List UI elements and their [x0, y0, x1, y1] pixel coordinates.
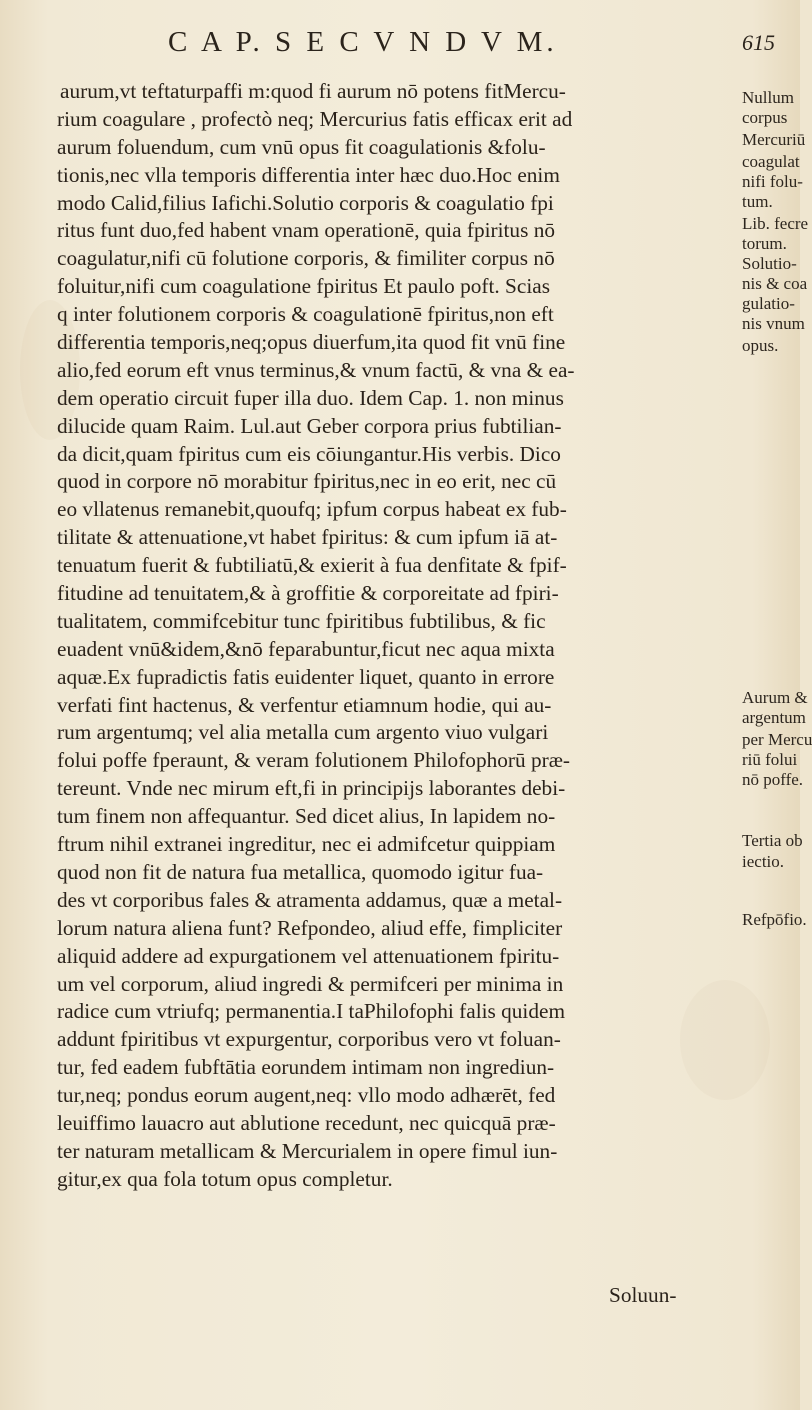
text-line: modo Calid,filius Iafichi.Solutio corporis & coagulatio fpi: [57, 190, 554, 215]
text-line: fitudine ad tenuitatem,& à groffitie & corporeitate ad fpiri-: [57, 581, 559, 606]
text-line: aquæ.Ex fupradictis fatis euidenter liquet, quanto in errore: [57, 664, 555, 689]
margin-note: riū folui: [742, 750, 798, 769]
text-line: des vt corporibus fales & atramenta addamus, quæ a metal-: [57, 887, 563, 912]
text-line: tionis,nec vlla temporis differentia inter hæc duo.Hoc enim: [57, 162, 560, 187]
text-line: um vel corporum, aliud ingredi & permifceri per minima in: [57, 971, 564, 996]
text-line: coagulatur,nifi cū folutione corporis, & fimiliter corpus nō: [57, 246, 555, 271]
margin-note: corpus: [742, 108, 788, 127]
page-header: [0, 26, 800, 66]
margin-note: Nullum: [742, 88, 794, 107]
text-line: aurum,vt teftaturpaffi m:quod fi aurum nō potens fitMercu-: [60, 79, 566, 103]
margin-note: iectio.: [742, 852, 785, 871]
text-line: ter naturam metallicam & Mercurialem in opere fimul iun-: [57, 1138, 558, 1163]
margin-note: nis vnum: [742, 314, 805, 333]
text-line: q inter folutionem corporis & coagulationē fpiritus,non eft: [57, 302, 554, 327]
margin-note: Lib. fecre: [742, 214, 809, 233]
text-line: quod in corpore nō morabitur fpiritus,nec in eo erit, nec cū: [57, 469, 557, 494]
text-line: tur, fed eadem fubftātia eorundem intimam non ingrediun-: [57, 1055, 555, 1080]
text-line: tenuatum fuerit & fubtiliatū,& exierit à fua denfitate & fpif-: [57, 553, 567, 578]
margin-note: Mercuriū: [742, 130, 806, 149]
text-line: addunt fpiritibus vt expurgentur, corporibus vero vt foluan-: [57, 1027, 561, 1052]
text-line: rium coagulare , profectò neq; Mercurius fatis efficax erit ad: [57, 106, 573, 131]
text-line: folui poffe fperaunt, & veram folutionem Philofophorū præ-: [57, 748, 570, 773]
text-line: dem operatio circuit fuper illa duo. Idem Cap. 1. non minus: [57, 385, 564, 410]
margin-note: torum.: [742, 234, 787, 253]
text-line: differentia temporis,neq;opus diuerfum,ita quod fit vnū fine: [57, 330, 566, 355]
text-line: tilitate & attenuatione,vt habet fpiritus: & cum ipfum iā at-: [57, 525, 558, 550]
text-line: tur,neq; pondus eorum augent,neq: vllo modo adhærēt, fed: [57, 1083, 556, 1108]
text-line: ritus funt duo,fed habent vnam operationē, quia fpiritus nō: [57, 218, 555, 243]
margin-note: Solutio-: [742, 254, 797, 273]
margin-note: per Mercu: [742, 730, 812, 749]
text-line: ftrum nihil extranei ingreditur, nec ei admifcetur quippiam: [57, 832, 556, 857]
running-head: C A P. S E C V N D V M.: [168, 26, 558, 58]
text-line: euadent vnū&idem,&nō feparabuntur,ficut nec aqua mixta: [57, 636, 555, 661]
text-line: rum argentumq; vel alia metalla cum argento viuo vulgari: [57, 720, 549, 745]
margin-note: Refpōfio.: [742, 910, 807, 929]
margin-note: coagulat: [742, 152, 800, 171]
margin-note: tum.: [742, 192, 773, 211]
text-line: tum finem non affequantur. Sed dicet alius, In lapidem no-: [57, 804, 556, 829]
text-line: tereunt. Vnde nec mirum eft,fi in principijs laborantes debi-: [57, 776, 566, 801]
margin-note: nis & coa: [742, 274, 808, 293]
margin-note: gulatio-: [742, 294, 795, 313]
margin-note: Tertia ob: [742, 831, 803, 850]
text-line: dilucide quam Raim. Lul.aut Geber corpora prius fubtilian-: [57, 413, 562, 438]
text-line: alio,fed eorum eft vnus terminus,& vnum factū, & vna & ea-: [57, 357, 575, 382]
main-text-block: [57, 78, 733, 1194]
text-line: lorum natura aliena funt? Refpondeo, aliud effe, fimpliciter: [57, 915, 563, 940]
text-line: aurum foluendum, cum vnū opus fit coagulationis &folu-: [57, 134, 546, 159]
text-line: eo vllatenus remanebit,quoufq; ipfum corpus habeat ex fub-: [57, 497, 567, 522]
catchword: Soluun-: [609, 1283, 677, 1307]
margin-note: nō poffe.: [742, 770, 804, 789]
text-line: leuiffimo lauacro aut ablutione recedunt, nec quicquā præ-: [57, 1110, 556, 1135]
margin-note: opus.: [742, 336, 779, 355]
text-line: da dicit,quam fpiritus cum eis cōiungantur.His verbis. Dico: [57, 441, 561, 466]
text-line: verfati fint hactenus, & verfentur etiamnum hodie, qui au-: [57, 692, 552, 717]
margin-note: argentum: [742, 708, 806, 727]
text-line: aliquid addere ad expurgationem vel attenuationem fpiritu-: [57, 943, 560, 968]
margin-note: nifi folu-: [742, 172, 803, 191]
text-line: quod non fit de natura fua metallica, quomodo igitur fua-: [57, 859, 544, 884]
text-line: gitur,ex qua fola totum opus completur.: [57, 1166, 393, 1191]
margin-note: Aurum &: [742, 688, 808, 707]
page-number: 615: [742, 30, 775, 55]
text-line: tualitatem, commifcebitur tunc fpiritibus fubtilibus, & fic: [57, 608, 546, 633]
text-line: radice cum vtriufq; permanentia.I taPhilofophi falis quidem: [57, 999, 566, 1024]
text-line: foluitur,nifi cum coagulatione fpiritus Et paulo poft. Scias: [57, 274, 551, 299]
